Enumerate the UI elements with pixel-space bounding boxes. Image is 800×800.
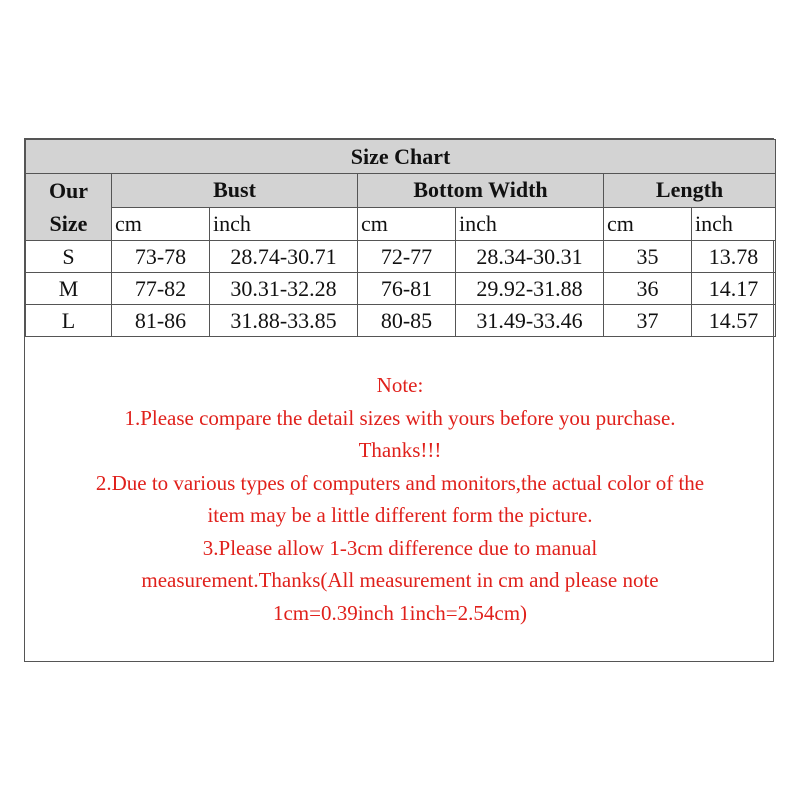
note-line: item may be a little different form the picture. xyxy=(207,503,593,527)
note-line: measurement.Thanks(All measurement in cm and please note xyxy=(141,568,659,592)
table-row xyxy=(26,305,776,337)
bottom-width-cm-cell: 72-77 xyxy=(358,241,456,273)
bust-inch-cell: 31.88-33.85 xyxy=(210,305,358,337)
title-row xyxy=(26,140,776,174)
size-chart-title: Size Chart xyxy=(26,140,776,174)
size-cell: M xyxy=(26,273,112,305)
length-inch-unit: inch xyxy=(692,207,776,241)
bottom-width-inch-cell: 28.34-30.31 xyxy=(456,241,604,273)
our-size-header xyxy=(26,174,112,241)
note-line: 1.Please compare the detail sizes with yours before you purchase. xyxy=(124,405,676,430)
note-line: 2.Due to various types of computers and monitors,the actual color of the xyxy=(95,470,705,495)
bust-header: Bust xyxy=(112,174,358,208)
length-header: Length xyxy=(604,174,776,208)
length-inch-cell: 13.78 xyxy=(692,241,776,273)
size-chart-table xyxy=(25,139,776,337)
header-row xyxy=(26,174,776,208)
bottom-width-cm-cell: 80-85 xyxy=(358,305,456,337)
length-inch-cell: 14.17 xyxy=(692,273,776,305)
size-label: Size xyxy=(49,211,88,236)
bust-inch-unit: inch xyxy=(210,207,358,241)
length-inch-cell: 14.57 xyxy=(692,305,776,337)
size-cell: L xyxy=(26,305,112,337)
bust-inch-cell: 28.74-30.71 xyxy=(210,241,358,273)
length-cm-cell: 36 xyxy=(604,273,692,305)
our-label: Our xyxy=(48,178,89,203)
note-block xyxy=(25,369,775,629)
bottom-width-cm-unit: cm xyxy=(358,207,456,241)
length-cm-unit: cm xyxy=(604,207,692,241)
size-cell: S xyxy=(26,241,112,273)
length-cm-cell: 37 xyxy=(604,305,692,337)
note-line: 3.Please allow 1-3cm difference due to manual xyxy=(202,535,598,560)
note-line: 1cm=0.39inch 1inch=2.54cm) xyxy=(272,600,528,625)
bust-cm-cell: 81-86 xyxy=(112,305,210,337)
note-heading: Note: xyxy=(376,373,424,397)
size-chart-frame xyxy=(24,138,774,662)
bottom-width-inch-cell: 31.49-33.46 xyxy=(456,305,604,337)
bottom-width-inch-cell: 29.92-31.88 xyxy=(456,273,604,305)
bottom-width-header: Bottom Width xyxy=(358,174,604,208)
table-row xyxy=(26,273,776,305)
table-row xyxy=(26,241,776,273)
bust-cm-cell: 77-82 xyxy=(112,273,210,305)
bottom-width-inch-unit: inch xyxy=(456,207,604,241)
unit-row xyxy=(26,207,776,241)
bust-inch-cell: 30.31-32.28 xyxy=(210,273,358,305)
length-cm-cell: 35 xyxy=(604,241,692,273)
note-line: Thanks!!! xyxy=(358,438,442,462)
bottom-width-cm-cell: 76-81 xyxy=(358,273,456,305)
bust-cm-unit: cm xyxy=(112,207,210,241)
bust-cm-cell: 73-78 xyxy=(112,241,210,273)
